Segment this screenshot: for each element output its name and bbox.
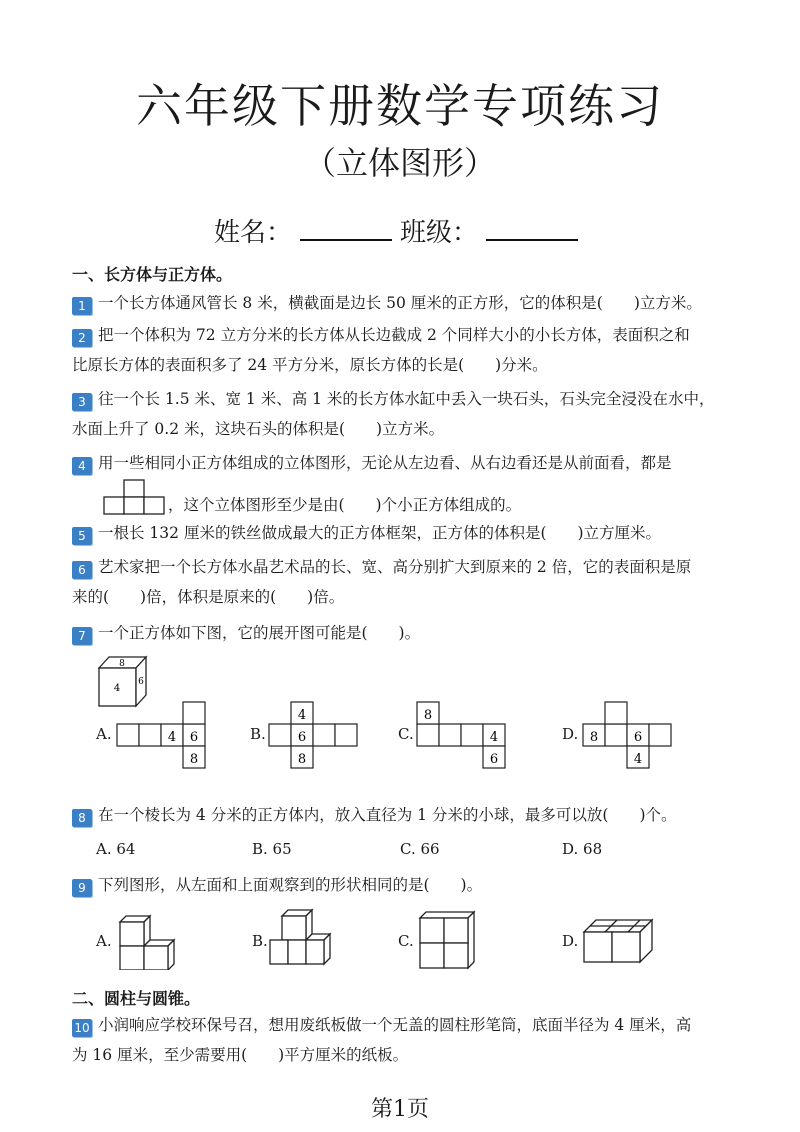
net-c-num-6: 6 xyxy=(489,752,499,767)
net-d-num-4: 4 xyxy=(633,752,643,767)
question-text: 一个正方体如下图，它的展开图可能是( )。 xyxy=(98,624,421,642)
q9-option-a-label[interactable]: A. xyxy=(96,932,112,950)
question-text: 一根长 132 厘米的铁丝做成最大的正方体框架，正方体的体积是( )立方厘米。 xyxy=(98,524,662,542)
option-d-label[interactable]: D. xyxy=(562,725,579,743)
question-number-badge: 6 xyxy=(72,561,92,579)
net-c-num-8: 8 xyxy=(423,708,433,723)
question-number-badge: 8 xyxy=(72,809,92,827)
question-text: 下列图形，从左面和上面观察到的形状相同的是( )。 xyxy=(98,876,483,894)
question-number-badge: 5 xyxy=(72,527,92,545)
question-number-badge: 1 xyxy=(72,297,92,315)
q8-option-a[interactable]: A. 64 xyxy=(96,840,136,858)
net-option-b[interactable] xyxy=(268,700,364,772)
q9-figure-a[interactable] xyxy=(114,906,194,970)
net-b-num-6: 6 xyxy=(297,730,307,745)
q8-option-d[interactable]: D. 68 xyxy=(562,840,603,858)
net-c-num-4: 4 xyxy=(489,730,499,745)
net-d-num-8: 8 xyxy=(589,730,599,745)
q9-option-d-label[interactable]: D. xyxy=(562,932,579,950)
cube-front-number: 4 xyxy=(113,683,121,694)
net-a-num-8: 8 xyxy=(189,752,199,767)
cube-side-number: 6 xyxy=(138,677,144,687)
q8-option-c[interactable]: C. 66 xyxy=(400,840,440,858)
net-d-num-6: 6 xyxy=(633,730,643,745)
question-3 xyxy=(72,384,732,444)
net-option-d[interactable] xyxy=(582,700,678,772)
section-heading-2: 二、圆柱与圆锥。 xyxy=(72,989,201,1008)
question-number-badge: 3 xyxy=(72,393,92,411)
net-b-num-4: 4 xyxy=(297,708,307,723)
question-text: 小润响应学校环保号召，想用废纸板做一个无盖的圆柱形笔筒，底面半径为 4 厘米，高 xyxy=(98,1016,692,1034)
question-text: 比原长方体的表面积多了 24 平方分米，原长方体的长是( )分米。 xyxy=(72,356,548,374)
question-number-badge: 10 xyxy=(72,1019,92,1037)
page-subtitle: （立体图形） xyxy=(303,144,496,182)
question-1 xyxy=(72,288,732,318)
question-9 xyxy=(72,870,732,900)
question-text: 把一个体积为 72 立方分米的长方体从长边截成 2 个同样大小的小长方体，表面积之和 xyxy=(98,326,690,344)
question-text: 水面上升了 0.2 米，这块石头的体积是( )立方米。 xyxy=(72,420,445,438)
question-number-badge: 2 xyxy=(72,329,92,347)
page-number: 第1页 xyxy=(371,1097,429,1122)
name-blank[interactable] xyxy=(300,217,392,241)
class-blank[interactable] xyxy=(486,217,578,241)
question-text: 为 16 厘米，至少需要用( )平方厘米的纸板。 xyxy=(72,1046,409,1064)
question-text: 一个长方体通风管长 8 米，横截面是边长 50 厘米的正方形，它的体积是( )立方米。 xyxy=(98,294,702,312)
question-10 xyxy=(72,1010,732,1070)
net-a-num-6: 6 xyxy=(189,730,199,745)
net-option-c[interactable] xyxy=(416,700,512,772)
name-label: 姓名： xyxy=(213,218,292,248)
option-a-label[interactable]: A. xyxy=(96,725,112,743)
question-4 xyxy=(72,448,732,520)
cube-top-number: 8 xyxy=(119,659,125,669)
class-label: 班级： xyxy=(400,218,479,248)
question-text: 在一个棱长为 4 分米的正方体内，放入直径为 1 分米的小球，最多可以放( )个。 xyxy=(98,806,677,824)
question-number-badge: 9 xyxy=(72,879,92,897)
question-7 xyxy=(72,618,732,648)
section-heading-1: 一、长方体与正方体。 xyxy=(72,265,233,284)
q9-figure-b[interactable] xyxy=(268,906,336,970)
question-text: 来的( )倍，体积是原来的( )倍。 xyxy=(72,588,345,606)
view-shape-icon xyxy=(102,478,168,516)
option-b-label[interactable]: B. xyxy=(250,725,266,743)
question-text: 往一个长 1.5 米、宽 1 米、高 1 米的长方体水缸中丢入一块石头，石头完全浸没在水中， xyxy=(98,390,715,408)
option-c-label[interactable]: C. xyxy=(398,725,414,743)
q9-figure-d[interactable] xyxy=(580,914,656,966)
question-number-badge: 4 xyxy=(72,457,92,475)
question-5 xyxy=(72,518,732,548)
question-2 xyxy=(72,320,732,380)
net-a-num-4: 4 xyxy=(167,730,177,745)
question-text: ，这个立体图形至少是由( )个小正方体组成的。 xyxy=(168,496,522,514)
question-8 xyxy=(72,800,732,830)
page-title: 六年级下册数学专项练习 xyxy=(136,79,664,133)
q8-option-b[interactable]: B. 65 xyxy=(252,840,292,858)
name-class-row xyxy=(0,212,800,249)
q9-option-c-label[interactable]: C. xyxy=(398,932,414,950)
question-text: 艺术家把一个长方体水晶艺术品的长、宽、高分别扩大到原来的 2 倍，它的表面积是原 xyxy=(98,558,692,576)
q9-option-b-label[interactable]: B. xyxy=(252,932,268,950)
question-number-badge: 7 xyxy=(72,627,92,645)
question-6 xyxy=(72,552,732,612)
net-option-a[interactable] xyxy=(116,700,212,772)
q9-figure-c[interactable] xyxy=(414,906,478,970)
question-text: 用一些相同小正方体组成的立体图形，无论从左边看、从右边看还是从前面看，都是 xyxy=(98,454,672,472)
net-b-num-8: 8 xyxy=(297,752,307,767)
